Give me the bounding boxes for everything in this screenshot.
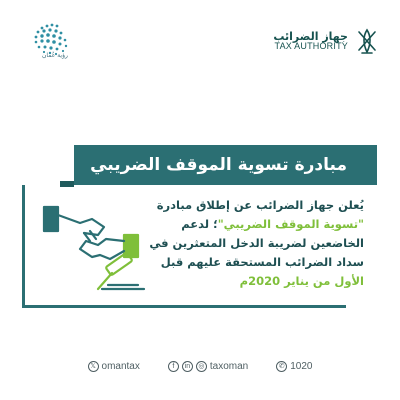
facebook-icon: f <box>168 361 179 372</box>
tax-authority-name-en: TAX AUTHORITY <box>274 41 348 52</box>
page-title: مبادرة تسوية الموقف الضريبي <box>90 155 347 175</box>
social-handle: taxoman <box>209 360 249 372</box>
handshake-gavel-icon <box>40 205 160 295</box>
linkedin-icon: in <box>182 361 193 372</box>
announcement-line-5: الأول من يناير 2020م <box>239 274 364 288</box>
vision-logo-text: رؤية عُمان <box>42 52 68 59</box>
x-handle: omantax <box>101 360 140 372</box>
initiative-name: "تسوية الموقف الضريبي" <box>217 217 364 231</box>
announcement-line-4: سداد الضرائب المستحقة عليهم قبل <box>160 255 364 269</box>
x-icon: 𝕏 <box>88 361 99 372</box>
x-contact[interactable] <box>88 361 140 372</box>
tax-authority-logo <box>273 26 380 56</box>
social-contact[interactable] <box>168 361 248 372</box>
phone-contact[interactable] <box>276 361 312 372</box>
announcement-line-1: يُعلن جهاز الضرائب عن إطلاق مبادرة <box>156 198 364 212</box>
oman-vision-logo <box>22 18 82 68</box>
title-banner <box>74 145 377 185</box>
instagram-icon: ◎ <box>196 361 207 372</box>
tax-authority-name <box>273 31 348 52</box>
phone-icon: ✆ <box>276 361 287 372</box>
announcement-line-3: الخاضعين لضريبة الدخل المتعثرين في <box>149 236 364 250</box>
tax-authority-name-ar: جهاز الضرائب <box>273 29 348 43</box>
announcement-text <box>144 196 364 291</box>
announcement-line-2-rest: ؛ لدعم <box>181 217 218 231</box>
title-accent <box>60 181 74 187</box>
footer <box>0 356 400 376</box>
announcement-line-2 <box>144 215 364 234</box>
oman-emblem-icon <box>354 26 380 56</box>
phone-number: 1020 <box>290 360 313 372</box>
